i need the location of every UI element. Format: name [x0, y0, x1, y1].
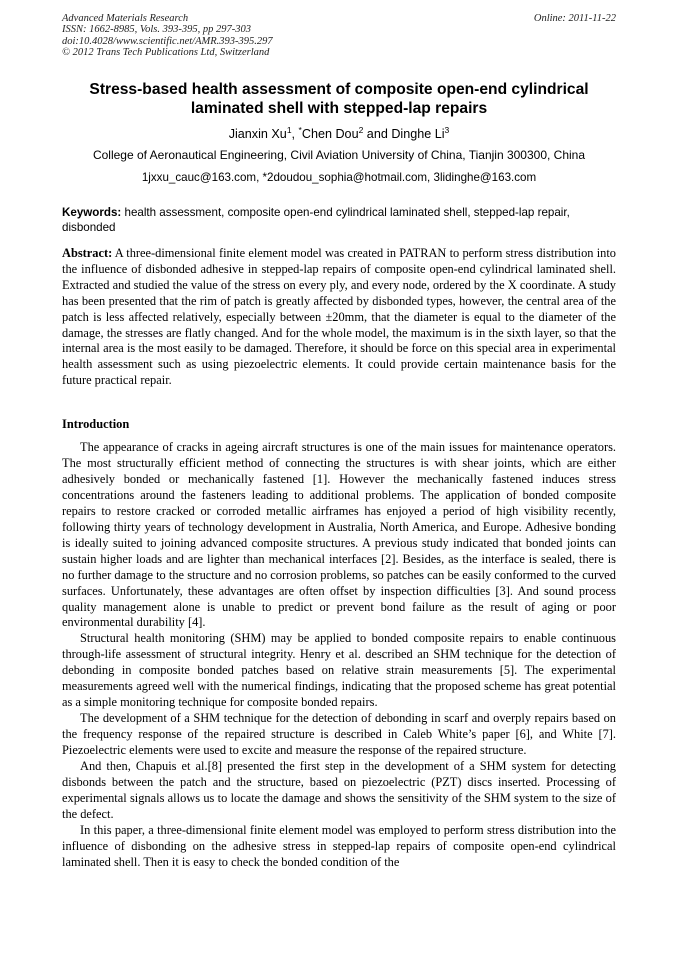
copyright-line: © 2012 Trans Tech Publications Ltd, Switzerland — [62, 47, 270, 59]
affiliation: College of Aeronautical Engineering, Civil Aviation University of China, Tianjin 300300, China — [92, 148, 586, 162]
author-emails: 1jxxu_cauc@163.com, *2doudou_sophia@hotmail.com, 3lidinghe@163.com — [141, 171, 537, 184]
author-line — [62, 123, 616, 142]
abstract-text: A three-dimensional finite element model was created in PATRAN to perform stress distribution into the influence of disbonded adhesive in stepped-lap repairs of composite open-end cylindrical laminated shell. Extracted and studied the value of the stress on every ply, and every node, ordered by the X coordinate. A study has been presented that the rim of patch is greatly affected by disbonded types, however, the central area of the patch is less affected relatively, especially between ±20mm, that the diameter is equal to the diameter of the damage, the stresses are flatly changed. And for the whole model, the maximum is in the sixth layer, so that the internal area is the most easily to be damaged. Therefore, it should be force on this special area in experimental health assessment such as using piezoelectric elements. It could provide certain maintenance basis for the future practical repair. — [62, 246, 616, 388]
doi-line: doi:10.4028/www.scientific.net/AMR.393-395.297 — [62, 35, 273, 47]
corresponding-mark: * — [298, 125, 302, 135]
author-sep: , — [291, 127, 299, 142]
issn-line: ISSN: 1662-8985, Vols. 393-395, pp 297-303 — [62, 24, 251, 36]
author-3: Dinghe Li — [391, 127, 445, 142]
paragraph: Structural health monitoring (SHM) may be applied to bonded composite repairs to enable continuous through-life assessment of structural integrity. Henry et al. described an SHM technique for the detection of debonding in composite bonded patches based on relative strain measurements [5]. The experimental measurements agreed well with the numerical findings, indicating that the proposed scheme has great potential as a simple monitoring technique for composite bonded repairs. — [62, 631, 616, 710]
author-2: Chen Dou — [301, 127, 359, 142]
journal-name: Advanced Materials Research — [62, 13, 189, 24]
paragraph: In this paper, a three-dimensional finite element model was employed to perform stress distribution into the influence of disbonding on the adhesive stress in stepped-lap repairs of composite open-end cylindrical laminated shell. Then it is easy to check the bonded condition of the — [62, 822, 616, 869]
abstract-block — [62, 246, 616, 389]
keywords-text: health assessment, composite open-end cylindrical laminated shell, stepped-lap repair, disbonded — [62, 206, 570, 235]
online-date: Online: 2011-11-22 — [533, 13, 616, 24]
author-3-affil: 3 — [444, 125, 450, 135]
paragraph: The development of a SHM technique for the detection of debonding in scarf and overply repairs based on the frequency response of the repaired structure is described in Caleb White’s paper [6], and White [7]. Piezoelectric elements were used to excite and measure the response of the repaired structure. — [62, 711, 616, 758]
journal-header — [62, 13, 273, 59]
paragraph: And then, Chapuis et al.[8] presented the first step in the development of a SHM system for detecting disbonds between the patch and the structure, based on piezoelectric (PZT) discs inserted. Processing of experimental signals allows us to locate the damage and shows the sensitivity of the SHM system to the size of the defect. — [62, 759, 616, 821]
paper-title: Stress-based health assessment of composite open-end cylindrical laminated shell with stepped-lap repairs — [89, 81, 589, 117]
author-1: Jianxin Xu — [228, 127, 287, 142]
keywords-label: Keywords: — [62, 206, 122, 219]
introduction-heading: Introduction — [62, 417, 130, 431]
author-sep: and — [363, 127, 392, 142]
abstract-label: Abstract: — [62, 246, 113, 260]
keywords-block — [62, 205, 616, 236]
paragraph: The appearance of cracks in ageing aircraft structures is one of the main issues for maintenance operators. The most structurally efficient method of connecting the structures is with shear joints, which are either adhesively bonded or mechanically fastened [1]. However the mechanically fastened induces stress concentrations around the fasteners leading to additional problems. The application of bonded composite repairs to restore cracked or corroded metallic airframes has enjoyed a period of high visibility recently, following thirty years of technology development in Australia, North America, and Europe. Adhesive bonding is ideally suited to joining advanced composite structures. A previous study indicated that bonded joints can sustain higher loads and are lighter than mechanical interfaces [2]. Besides, as the interface is sealed, there is no further damage to the structure and no corrosion problems, so patches can be easily conformed to the curved surfaces. Unfortunately, these advantages are often offset by inspection difficulties [3]. And sound process quality management alone is unable to predict or prevent bond failure as the result of aging or poor environmental durability [4]. — [62, 440, 616, 630]
author-2-affil: 2 — [358, 125, 364, 135]
author-1-affil: 1 — [286, 125, 292, 135]
introduction-body — [62, 440, 616, 871]
